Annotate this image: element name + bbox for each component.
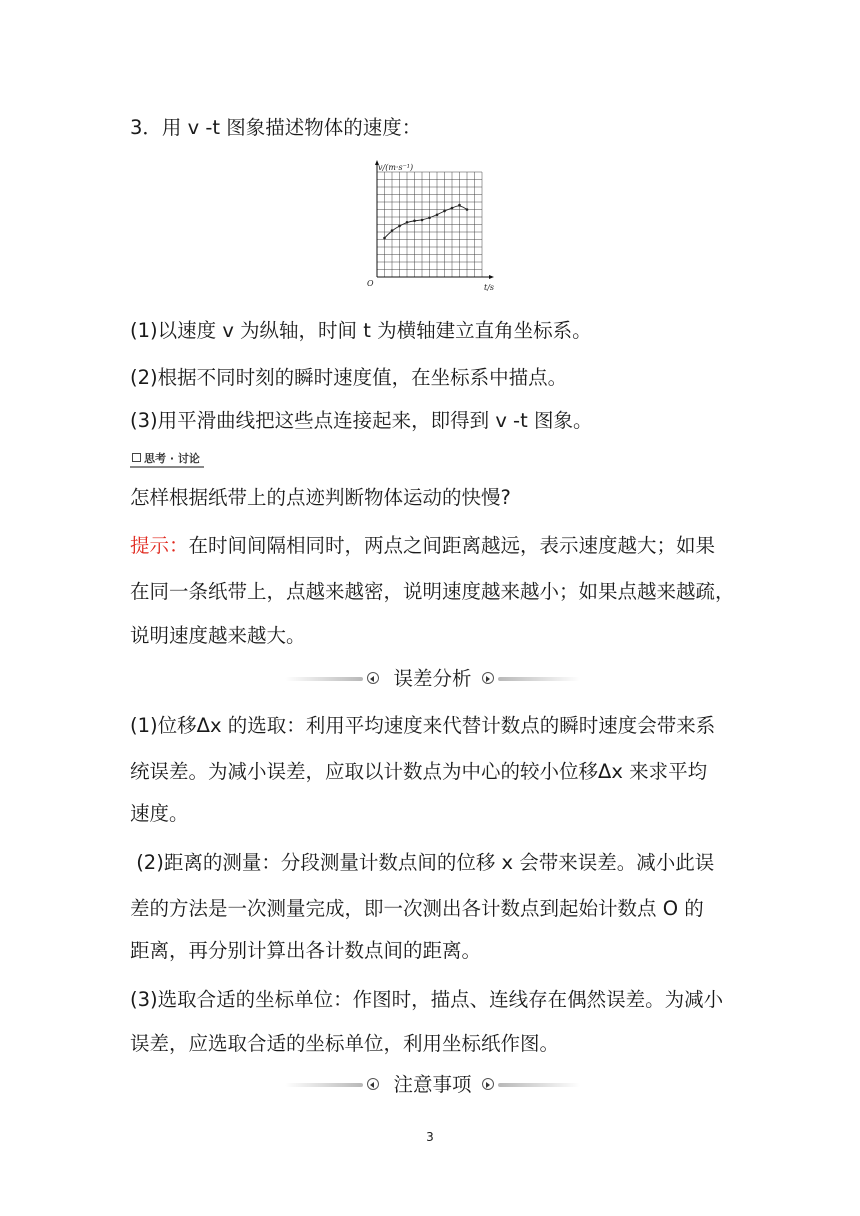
error-line-8: 误差，应选取合适的坐标单位，利用坐标纸作图。	[130, 1032, 560, 1055]
chart-grid	[377, 172, 482, 277]
data-point	[466, 208, 469, 211]
hint-text-1: 在时间间隔相同时，两点之间距离越远，表示速度越大；如果	[188, 534, 716, 557]
data-point	[406, 221, 409, 224]
divider-right	[498, 1083, 580, 1087]
right-arrow-icon	[482, 1078, 494, 1090]
hint-label: 提示：	[130, 534, 189, 557]
step-3: (3)用平滑曲线把这些点连接起来，即得到 v -t 图象。	[130, 409, 593, 432]
page-number: 3	[426, 1130, 434, 1144]
divider-right	[498, 677, 580, 681]
data-point	[443, 210, 446, 213]
step-1: (1)以速度 v 为纵轴，时间 t 为横轴建立直角坐标系。	[130, 319, 592, 342]
chart-points	[383, 204, 468, 240]
chart-curve	[385, 206, 468, 238]
error-line-2: 统误差。为减小误差，应取以计数点为中心的较小位移Δx 来求平均	[130, 760, 708, 783]
chart-axes	[375, 160, 494, 279]
data-point	[436, 213, 439, 216]
error-line-1: (1)位移Δx 的选取：利用平均速度来代替计数点的瞬时速度会带来系	[130, 714, 716, 737]
hint-line-2: 在同一条纸带上，点越来越密，说明速度越来越小；如果点越来越疏，	[130, 580, 735, 603]
square-icon	[132, 453, 141, 462]
data-point	[451, 207, 454, 210]
x-axis-label: t/s	[484, 283, 495, 292]
vt-chart	[364, 160, 504, 292]
section-title: 误差分析	[393, 667, 472, 690]
hint-line-1	[130, 532, 715, 560]
x-axis-arrow	[489, 275, 494, 279]
error-line-4: (2)距离的测量：分段测量计数点间的位移 x 会带来误差。减小此误	[130, 851, 715, 874]
data-point	[458, 204, 461, 207]
error-line-6: 距离，再分别计算出各计数点间的距离。	[130, 939, 482, 962]
right-arrow-icon	[482, 672, 494, 684]
data-point	[383, 237, 386, 240]
data-point	[428, 216, 431, 219]
section-header-error-analysis	[285, 664, 580, 694]
origin-label: O	[367, 279, 374, 288]
error-line-3: 速度。	[130, 802, 189, 825]
error-line-5: 差的方法是一次测量完成，即一次测出各计数点到起始计数点 O 的	[130, 897, 704, 920]
data-point	[391, 229, 394, 232]
vt-curve	[385, 206, 468, 238]
data-point	[421, 219, 424, 222]
y-axis-label: v/(m·s⁻¹)	[378, 163, 414, 172]
intro-line: 3．用 v -t 图象描述物体的速度：	[130, 116, 422, 139]
question-text: 怎样根据纸带上的点迹判断物体运动的快慢?	[130, 486, 511, 509]
hint-line-3: 说明速度越来越大。	[130, 624, 306, 647]
data-point	[398, 225, 401, 228]
think-tag-label: 思考 · 讨论	[144, 452, 200, 465]
error-line-7: (3)选取合适的坐标单位：作图时，描点、连线存在偶然误差。为减小	[130, 988, 724, 1011]
data-point	[413, 219, 416, 222]
section-header-notes	[285, 1070, 580, 1100]
section-title: 注意事项	[393, 1073, 472, 1096]
step-2: (2)根据不同时刻的瞬时速度值，在坐标系中描点。	[130, 366, 568, 389]
think-discuss-tag	[130, 452, 204, 468]
